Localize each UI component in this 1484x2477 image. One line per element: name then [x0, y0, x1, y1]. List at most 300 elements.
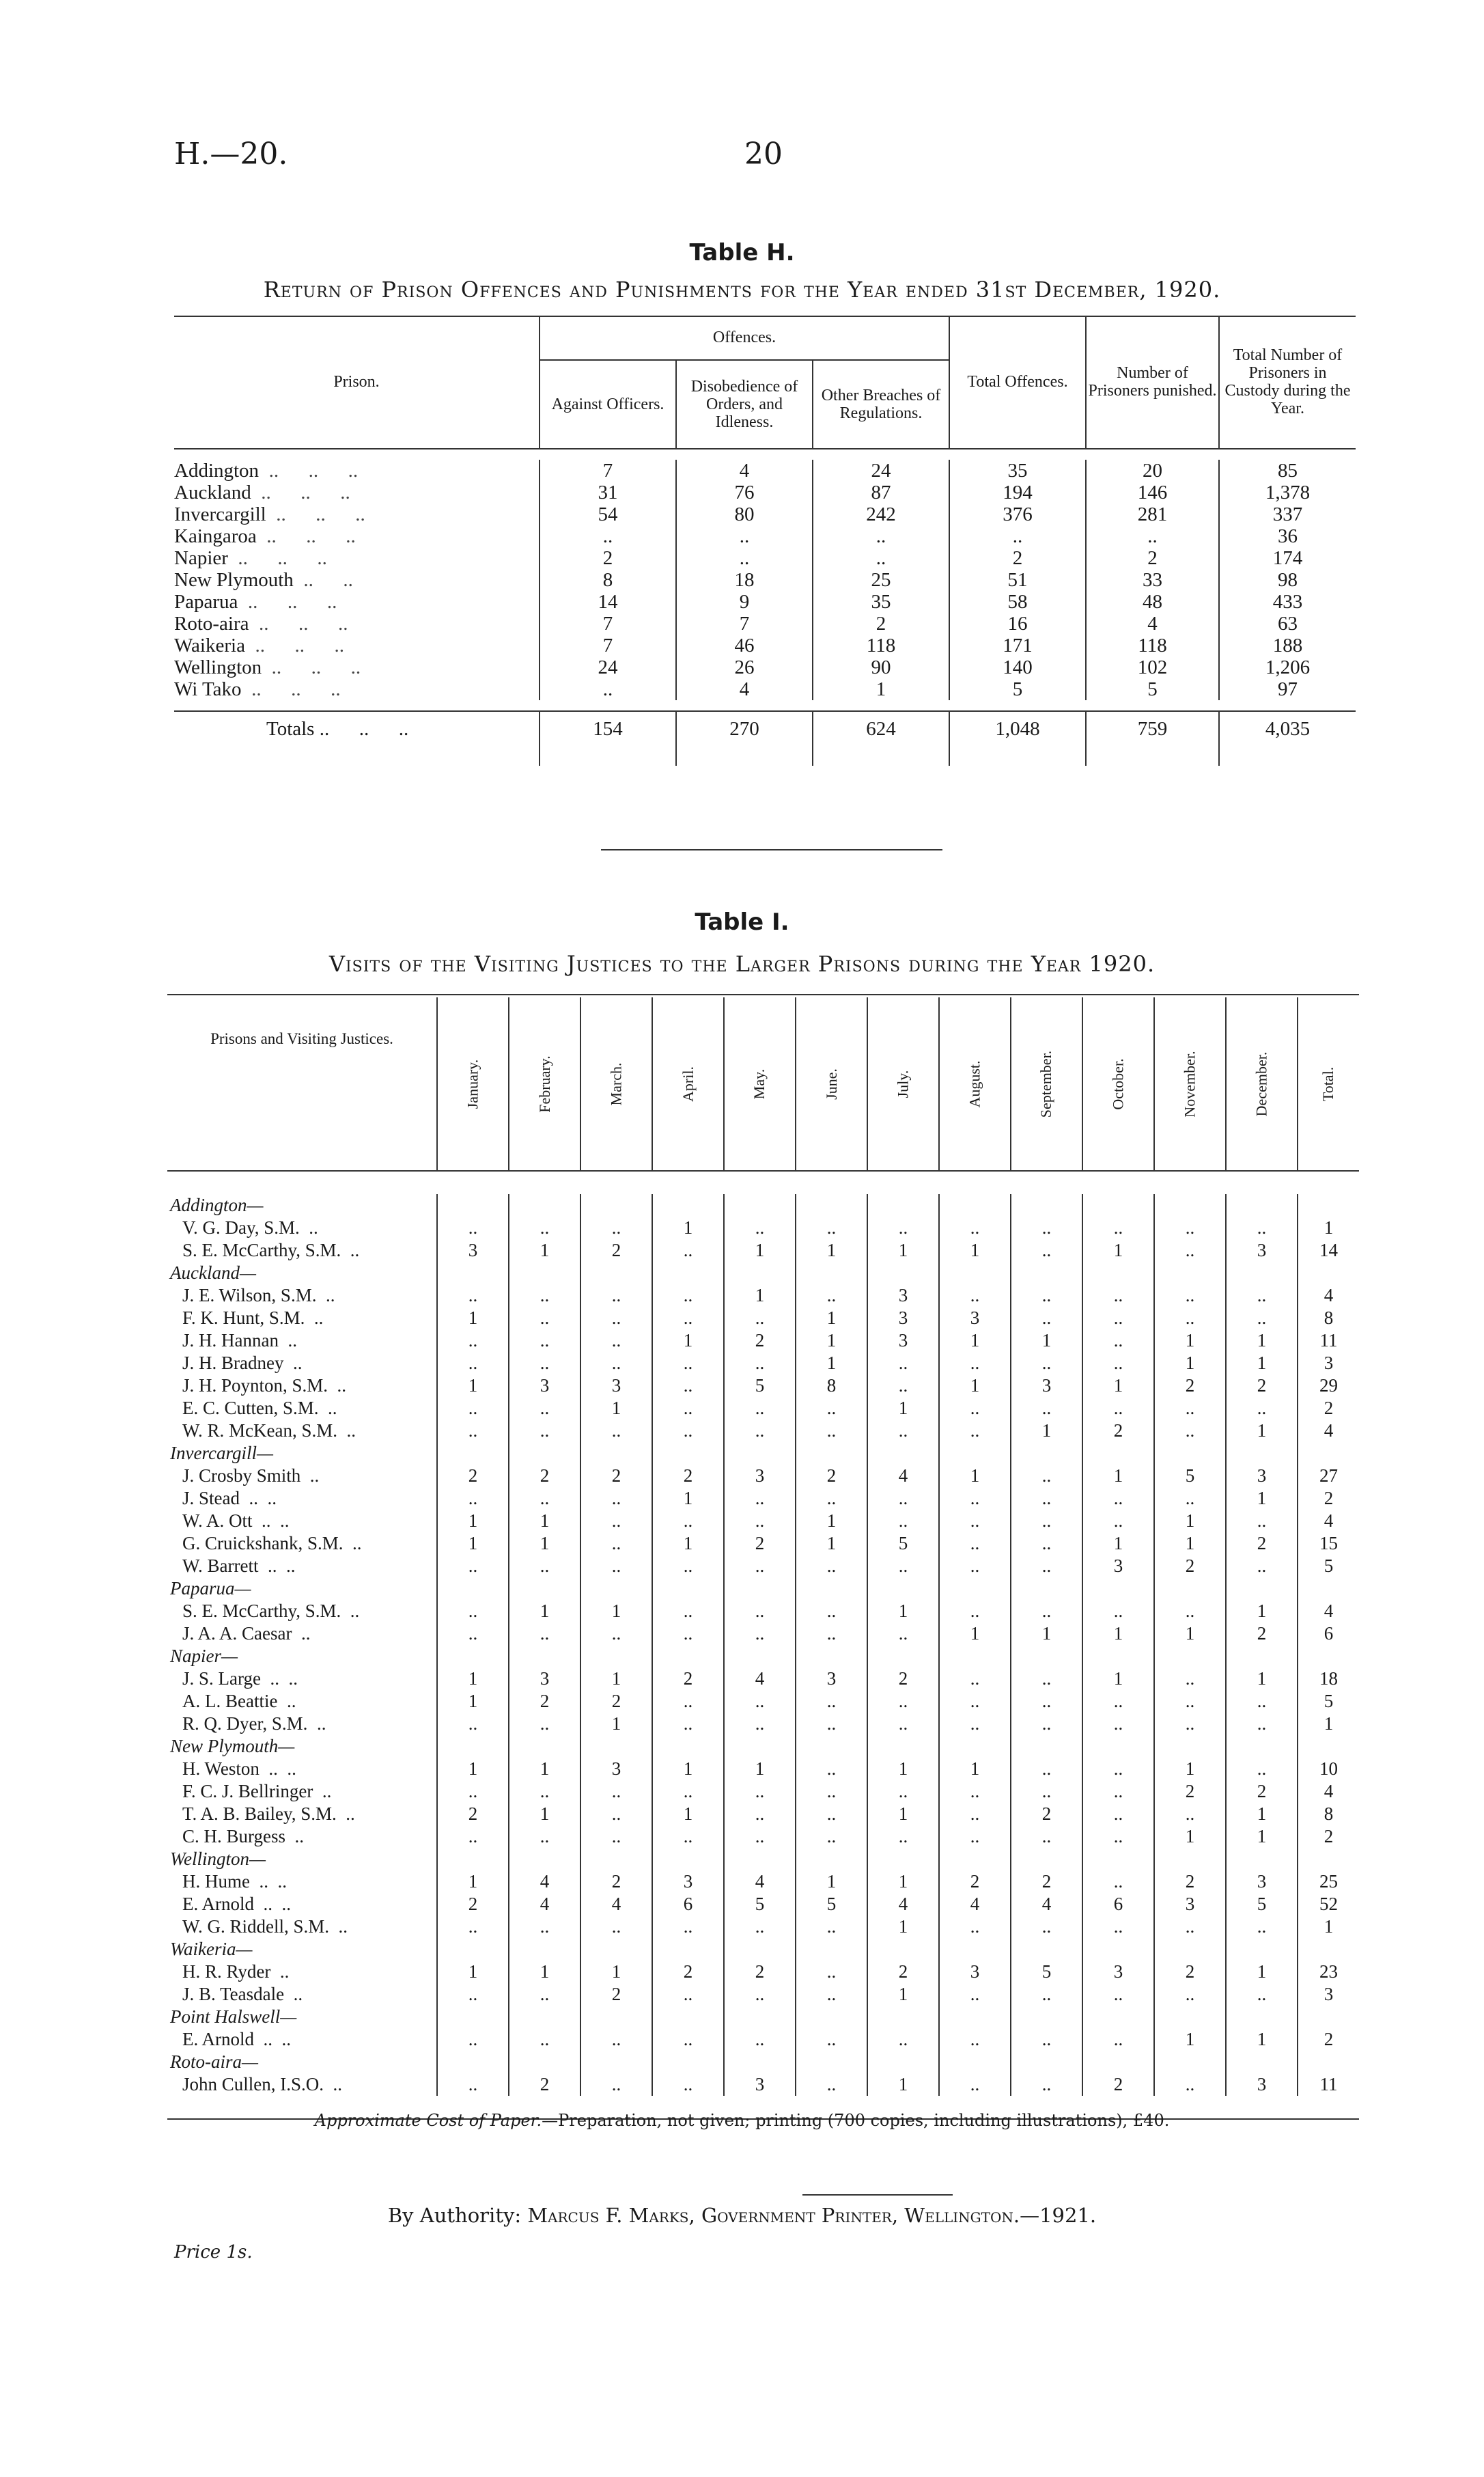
- cell-visits: ..: [437, 1555, 509, 1577]
- total-punished: 759: [1086, 711, 1219, 745]
- cell-visits: ..: [939, 1825, 1011, 1848]
- tail-cell: [949, 745, 1086, 766]
- cell-dis: ..: [676, 525, 813, 547]
- cell-visits: ..: [867, 1352, 939, 1374]
- group-label: Addington—: [170, 1195, 264, 1215]
- cell-visits: 2: [580, 1983, 652, 2006]
- cell-visits: 1: [1011, 1622, 1082, 1645]
- leader-dots: ..: [309, 1217, 318, 1238]
- cell-custody: 36: [1219, 525, 1356, 547]
- cell-visits: ..: [652, 1510, 724, 1532]
- cell-visits: ..: [652, 1374, 724, 1397]
- cell-visits: ..: [1226, 1690, 1298, 1713]
- empty-cell: [796, 1848, 867, 1870]
- cell-other: 118: [813, 635, 949, 656]
- cell-punished: 118: [1086, 635, 1219, 656]
- header-rule-cell: [167, 1171, 1359, 1194]
- empty-cell: [509, 2006, 580, 2028]
- cell-total: 8: [1298, 1803, 1359, 1825]
- empty-cell: [724, 1938, 796, 1961]
- cell-visits: ..: [652, 1983, 724, 2006]
- month-label: March.: [607, 1062, 625, 1105]
- cell-visits: ..: [867, 1487, 939, 1510]
- justice-name-text: J. H. Bradney: [182, 1353, 284, 1373]
- empty-cell: [1082, 1735, 1154, 1758]
- col-prisons-justices: Prisons and Visiting Justices.: [210, 1030, 393, 1047]
- justice-name-text: V. G. Day, S.M.: [182, 1217, 300, 1238]
- justice-name: [167, 1420, 437, 1442]
- cell-total: 4: [1298, 1420, 1359, 1442]
- cell-visits: 1: [1226, 1961, 1298, 1983]
- leader-dots: .. ..: [268, 1758, 296, 1779]
- cell-visits: 5: [796, 1893, 867, 1915]
- cell-visits: ..: [1154, 1420, 1226, 1442]
- cell-visits: 1: [724, 1284, 796, 1307]
- cell-visits: ..: [1011, 1217, 1082, 1239]
- cell-total: 18: [1298, 1668, 1359, 1690]
- cell-visits: ..: [867, 1622, 939, 1645]
- prison-name: [174, 525, 540, 547]
- empty-cell: [1226, 2006, 1298, 2028]
- cell-visits: ..: [939, 1803, 1011, 1825]
- cell-total: 4: [1298, 1600, 1359, 1622]
- empty-cell: [867, 1194, 939, 1217]
- prison-name-text: Roto-aira: [174, 613, 249, 635]
- cell-visits: ..: [1011, 2028, 1082, 2051]
- group-label: Auckland—: [170, 1262, 256, 1283]
- totals-label: Totals .. .. ..: [174, 711, 540, 745]
- leader-dots: ..: [279, 1961, 290, 1982]
- cell-visits: 1: [437, 1690, 509, 1713]
- leader-dots: .. .. ..: [268, 460, 359, 482]
- cell-visits: 2: [437, 1803, 509, 1825]
- empty-cell: [939, 1645, 1011, 1668]
- justice-name-text: J. Crosby Smith: [182, 1465, 301, 1486]
- cell-visits: ..: [1226, 1307, 1298, 1329]
- cell-visits: 1: [867, 1600, 939, 1622]
- cell-visits: ..: [1011, 1825, 1082, 1848]
- cell-visits: 1: [796, 1329, 867, 1352]
- month-label: Total.: [1319, 1066, 1337, 1101]
- empty-cell: [1082, 1938, 1154, 1961]
- cell-punished: 20: [1086, 460, 1219, 482]
- cell-visits: ..: [724, 1487, 796, 1510]
- cell-visits: ..: [1154, 2073, 1226, 2096]
- prison-name-text: Paparua: [174, 591, 238, 613]
- cell-total: 4: [1298, 1780, 1359, 1803]
- footer-rule: [802, 2194, 953, 2196]
- month-label: February.: [535, 1055, 553, 1113]
- empty-cell: [1082, 1442, 1154, 1465]
- cell-total: 2: [1298, 1825, 1359, 1848]
- justice-name: [167, 1600, 437, 1622]
- cell-other: ..: [813, 525, 949, 547]
- header-rule-row: [167, 1171, 1359, 1194]
- cell-visits: ..: [939, 1532, 1011, 1555]
- cell-visits: ..: [580, 1825, 652, 1848]
- empty-cell: [437, 2006, 509, 2028]
- empty-cell: [1298, 1262, 1359, 1284]
- total-total: 1,048: [949, 711, 1086, 745]
- empty-cell: [437, 1194, 509, 1217]
- cell-visits: ..: [724, 1600, 796, 1622]
- cell-visits: ..: [652, 1239, 724, 1262]
- cell-visits: ..: [796, 1690, 867, 1713]
- empty-cell: [652, 2006, 724, 2028]
- cell-visits: ..: [652, 2073, 724, 2096]
- justice-name-text: John Cullen, I.S.O.: [182, 2074, 324, 2094]
- cell-against: 14: [540, 591, 676, 613]
- cell-visits: 2: [1226, 1780, 1298, 1803]
- cell-visits: ..: [1154, 1307, 1226, 1329]
- cell-visits: ..: [509, 1780, 580, 1803]
- cell-visits: ..: [867, 2028, 939, 2051]
- empty-cell: [509, 1735, 580, 1758]
- cell-visits: ..: [796, 2073, 867, 2096]
- cell-visits: ..: [867, 1217, 939, 1239]
- cell-visits: ..: [652, 1352, 724, 1374]
- cell-total: 23: [1298, 1961, 1359, 1983]
- cell-visits: ..: [796, 1713, 867, 1735]
- empty-cell: [1154, 1938, 1226, 1961]
- table-row: [167, 1420, 1359, 1442]
- empty-cell: [652, 1577, 724, 1600]
- table-row: [167, 1555, 1359, 1577]
- empty-cell: [652, 1194, 724, 1217]
- empty-cell: [939, 1442, 1011, 1465]
- cell-visits: 3: [867, 1329, 939, 1352]
- justice-name-text: J. H. Hannan: [182, 1330, 279, 1351]
- empty-cell: [1082, 2006, 1154, 2028]
- cell-visits: 1: [796, 1307, 867, 1329]
- cell-total: 194: [949, 482, 1086, 503]
- cell-visits: ..: [867, 1690, 939, 1713]
- cell-visits: 1: [580, 1600, 652, 1622]
- cell-total: 2: [949, 547, 1086, 569]
- cell-visits: ..: [1011, 1983, 1082, 2006]
- cell-visits: ..: [939, 2028, 1011, 2051]
- cell-visits: ..: [1082, 1217, 1154, 1239]
- cell-visits: 2: [580, 1870, 652, 1893]
- col-month: [796, 997, 867, 1171]
- cell-custody: 63: [1219, 613, 1356, 635]
- empty-cell: [580, 1938, 652, 1961]
- empty-cell: [796, 1645, 867, 1668]
- group-label: Napier—: [170, 1646, 238, 1666]
- cell-visits: 1: [939, 1329, 1011, 1352]
- cell-visits: ..: [580, 2073, 652, 2096]
- empty-cell: [1082, 2051, 1154, 2073]
- leader-dots: ..: [286, 1691, 296, 1711]
- cell-visits: 1: [1082, 1374, 1154, 1397]
- cell-visits: ..: [1011, 1487, 1082, 1510]
- cell-visits: 8: [796, 1374, 867, 1397]
- cell-total: 2: [1298, 1397, 1359, 1420]
- cell-other: 24: [813, 460, 949, 482]
- cell-punished: 33: [1086, 569, 1219, 591]
- cell-visits: 1: [580, 1713, 652, 1735]
- cell-visits: ..: [939, 1780, 1011, 1803]
- cell-total: 11: [1298, 2073, 1359, 2096]
- leader-dots: .. ..: [249, 1488, 277, 1508]
- cell-visits: ..: [724, 2028, 796, 2051]
- cell-visits: 1: [652, 1329, 724, 1352]
- justice-name: [167, 2073, 437, 2096]
- cell-total: 58: [949, 591, 1086, 613]
- cell-visits: ..: [1226, 1217, 1298, 1239]
- table-row: [167, 2028, 1359, 2051]
- cell-against: ..: [540, 678, 676, 700]
- cell-visits: 1: [1154, 1532, 1226, 1555]
- group-row: [167, 1645, 1359, 1668]
- cell-punished: 146: [1086, 482, 1219, 503]
- cell-visits: 1: [580, 1668, 652, 1690]
- cell-visits: 1: [1011, 1329, 1082, 1352]
- table-row: [174, 613, 1356, 635]
- group-row: [167, 1848, 1359, 1870]
- justice-name: [167, 1307, 437, 1329]
- cell-visits: 4: [580, 1893, 652, 1915]
- leader-dots: .. .. ..: [255, 635, 344, 656]
- cell-visits: ..: [867, 1510, 939, 1532]
- empty-cell: [939, 1577, 1011, 1600]
- table-i-top-rule: [167, 994, 1359, 995]
- table-row: [167, 1690, 1359, 1713]
- cell-visits: 1: [796, 1239, 867, 1262]
- tail-cell: [174, 745, 540, 766]
- cell-visits: ..: [509, 1284, 580, 1307]
- cell-visits: 1: [652, 1532, 724, 1555]
- table-row: [167, 1217, 1359, 1239]
- cell-total: 8: [1298, 1307, 1359, 1329]
- leader-dots: ..: [350, 1240, 360, 1260]
- table-row: [167, 1239, 1359, 1262]
- cell-visits: 1: [1154, 1758, 1226, 1780]
- table-row: [174, 503, 1356, 525]
- leader-dots: ..: [294, 1826, 305, 1846]
- cell-total: 3: [1298, 1983, 1359, 2006]
- empty-cell: [939, 1735, 1011, 1758]
- cell-visits: 1: [1226, 1668, 1298, 1690]
- cell-visits: ..: [652, 1284, 724, 1307]
- cell-total: 5: [949, 678, 1086, 700]
- cell-visits: 1: [437, 1307, 509, 1329]
- empty-cell: [1226, 1262, 1298, 1284]
- cell-visits: ..: [939, 1217, 1011, 1239]
- cell-visits: ..: [1154, 1803, 1226, 1825]
- cell-dis: 46: [676, 635, 813, 656]
- leader-dots: .. .. ..: [238, 547, 327, 569]
- cell-dis: 80: [676, 503, 813, 525]
- section-divider: [601, 849, 942, 850]
- cell-against: 31: [540, 482, 676, 503]
- cell-visits: 2: [509, 1465, 580, 1487]
- empty-cell: [1298, 2006, 1359, 2028]
- cell-visits: 1: [652, 1487, 724, 1510]
- cell-visits: ..: [580, 1307, 652, 1329]
- justice-name-text: T. A. B. Bailey, S.M.: [182, 1803, 337, 1824]
- leader-dots: ..: [337, 1375, 347, 1396]
- cell-visits: ..: [1082, 2028, 1154, 2051]
- cell-visits: 2: [1154, 1780, 1226, 1803]
- cell-dis: 76: [676, 482, 813, 503]
- justice-name: [167, 1374, 437, 1397]
- cell-visits: ..: [1011, 1307, 1082, 1329]
- empty-cell: [437, 1645, 509, 1668]
- cell-visits: 1: [437, 1532, 509, 1555]
- cell-against: 7: [540, 635, 676, 656]
- cell-visits: ..: [437, 1915, 509, 1938]
- empty-cell: [1154, 2006, 1226, 2028]
- cell-visits: ..: [509, 1713, 580, 1735]
- cell-visits: 2: [580, 1239, 652, 1262]
- col-disobedience: Disobedience of Orders, and Idleness.: [676, 360, 813, 449]
- cell-visits: ..: [1011, 1239, 1082, 1262]
- cell-visits: 3: [509, 1374, 580, 1397]
- empty-cell: [796, 1262, 867, 1284]
- empty-cell: [1154, 1577, 1226, 1600]
- leader-dots: ..: [328, 1398, 337, 1418]
- cell-visits: ..: [939, 1555, 1011, 1577]
- cell-visits: ..: [1226, 1397, 1298, 1420]
- leader-dots: .. ..: [270, 1668, 298, 1689]
- cell-visits: ..: [1011, 1758, 1082, 1780]
- cell-visits: ..: [1154, 1690, 1226, 1713]
- prison-name-text: Napier: [174, 547, 228, 569]
- empty-cell: [1226, 1735, 1298, 1758]
- totals-row: [174, 711, 1356, 745]
- month-label: August.: [966, 1060, 983, 1108]
- cell-visits: 1: [652, 1758, 724, 1780]
- cell-total: 5: [1298, 1555, 1359, 1577]
- month-label: June.: [822, 1068, 840, 1100]
- empty-cell: [1298, 2051, 1359, 2073]
- justice-name-text: E. Arnold: [182, 1894, 254, 1914]
- cell-visits: 3: [652, 1870, 724, 1893]
- cell-visits: ..: [796, 1803, 867, 1825]
- cell-punished: ..: [1086, 525, 1219, 547]
- table-row: [167, 1780, 1359, 1803]
- cell-visits: 1: [939, 1239, 1011, 1262]
- justice-name: [167, 1668, 437, 1690]
- table-row: [174, 547, 1356, 569]
- justice-name: [167, 1780, 437, 1803]
- cell-visits: 6: [652, 1893, 724, 1915]
- table-h-body: [174, 460, 1356, 766]
- cell-visits: ..: [939, 1690, 1011, 1713]
- leader-dots: ..: [309, 1465, 320, 1486]
- cell-visits: ..: [1011, 1713, 1082, 1735]
- empty-cell: [724, 1442, 796, 1465]
- table-i-subtitle: Visits of the Visiting Justices to the Larger Prisons during the Year 1920.: [328, 951, 1156, 977]
- cell-visits: ..: [724, 1217, 796, 1239]
- empty-cell: [724, 2051, 796, 2073]
- cell-visits: ..: [437, 1397, 509, 1420]
- cell-visits: ..: [437, 1713, 509, 1735]
- empty-cell: [796, 1194, 867, 1217]
- cell-visits: 1: [1226, 1352, 1298, 1374]
- cell-custody: 97: [1219, 678, 1356, 700]
- justice-name-text: E. Arnold: [182, 2029, 254, 2049]
- empty-cell: [652, 1938, 724, 1961]
- cell-visits: ..: [724, 1803, 796, 1825]
- cell-dis: 9: [676, 591, 813, 613]
- cell-visits: ..: [1011, 1915, 1082, 1938]
- table-row: [174, 678, 1356, 700]
- justice-name: [167, 1239, 437, 1262]
- cell-visits: 5: [1226, 1893, 1298, 1915]
- cell-visits: ..: [939, 1487, 1011, 1510]
- table-row: [174, 635, 1356, 656]
- empty-cell: [580, 1735, 652, 1758]
- cell-visits: ..: [1011, 1465, 1082, 1487]
- cell-visits: ..: [867, 1713, 939, 1735]
- cell-visits: 1: [1154, 1352, 1226, 1374]
- group-row: [167, 1577, 1359, 1600]
- cell-visits: 1: [509, 1600, 580, 1622]
- empty-cell: [1298, 1938, 1359, 1961]
- justice-name: [167, 1713, 437, 1735]
- table-row: [167, 2073, 1359, 2096]
- cell-dis: 4: [676, 460, 813, 482]
- empty-cell: [509, 1938, 580, 1961]
- table-row: [167, 1465, 1359, 1487]
- cell-visits: ..: [1082, 1870, 1154, 1893]
- cell-visits: ..: [1011, 1352, 1082, 1374]
- cell-visits: ..: [939, 1600, 1011, 1622]
- cell-visits: ..: [1082, 1487, 1154, 1510]
- cell-total: 4: [1298, 1284, 1359, 1307]
- cell-visits: ..: [724, 1510, 796, 1532]
- cell-visits: 1: [939, 1758, 1011, 1780]
- cell-visits: 3: [724, 2073, 796, 2096]
- cell-visits: ..: [1154, 1217, 1226, 1239]
- group-row: [167, 1442, 1359, 1465]
- cell-total: 4: [1298, 1510, 1359, 1532]
- cell-visits: 3: [796, 1668, 867, 1690]
- cell-visits: 5: [1154, 1465, 1226, 1487]
- justice-name: [167, 1329, 437, 1352]
- leader-dots: .. .. ..: [259, 613, 348, 635]
- justice-name: [167, 1961, 437, 1983]
- empty-cell: [1154, 1645, 1226, 1668]
- empty-cell: [1082, 1645, 1154, 1668]
- cell-visits: 4: [867, 1893, 939, 1915]
- cell-punished: 102: [1086, 656, 1219, 678]
- cell-visits: 1: [796, 1510, 867, 1532]
- cell-visits: ..: [437, 1284, 509, 1307]
- cell-visits: 2: [1082, 1420, 1154, 1442]
- leader-dots: ..: [350, 1601, 360, 1621]
- cell-dis: ..: [676, 547, 813, 569]
- cell-visits: 1: [796, 1352, 867, 1374]
- leader-dots: .. .. ..: [276, 503, 365, 525]
- cell-custody: 433: [1219, 591, 1356, 613]
- cell-visits: ..: [509, 1555, 580, 1577]
- justice-name: [167, 1893, 437, 1915]
- cell-visits: ..: [580, 1510, 652, 1532]
- cell-against: 2: [540, 547, 676, 569]
- table-row: [167, 1758, 1359, 1780]
- cell-visits: ..: [1011, 1690, 1082, 1713]
- cell-visits: ..: [1154, 1915, 1226, 1938]
- cell-visits: 1: [796, 1532, 867, 1555]
- empty-cell: [939, 1938, 1011, 1961]
- month-label: May.: [751, 1068, 768, 1099]
- empty-cell: [437, 1262, 509, 1284]
- cell-visits: ..: [580, 1487, 652, 1510]
- cell-visits: ..: [724, 1780, 796, 1803]
